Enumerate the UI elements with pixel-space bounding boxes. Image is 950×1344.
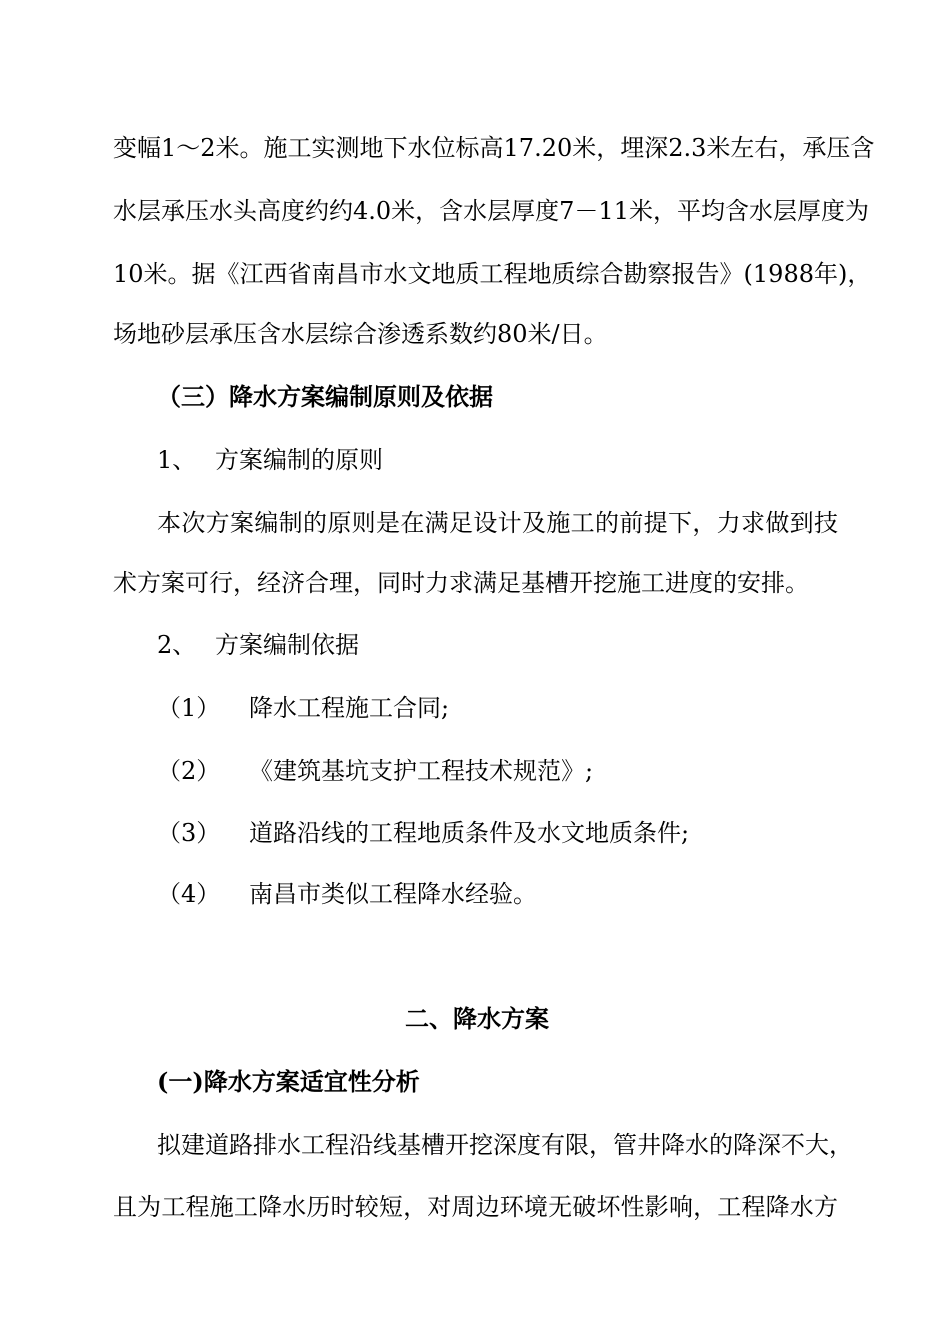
paragraph-3-line-2: 且为工程施工降水历时较短，对周边环境无破坏性影响，工程降水方 (113, 1193, 838, 1221)
basis-item-1-text: 降水工程施工合同; (249, 694, 450, 722)
list-item-1-number: 1、 (157, 446, 197, 474)
basis-item-4-number: （4） (157, 880, 221, 908)
list-item-1-text: 方案编制的原则 (215, 446, 383, 474)
list-item-2-number: 2、 (157, 631, 197, 659)
paragraph-2-line-1: 本次方案编制的原则是在满足设计及施工的前提下，力求做到技 (157, 509, 838, 537)
basis-item-1 (157, 692, 449, 724)
paragraph-1-line-2: 水层承压水头高度约约4.0米，含水层厚度7－11米，平均含水层厚度为 (113, 197, 869, 225)
basis-item-4-text: 南昌市类似工程降水经验。 (249, 880, 537, 908)
basis-item-2 (157, 755, 593, 787)
basis-item-1-number: （1） (157, 694, 221, 722)
chapter-2-heading: 二、降水方案 (405, 1004, 549, 1033)
basis-item-2-number: （2） (157, 757, 221, 785)
section-1-heading: (一)降水方案适宜性分析 (157, 1067, 420, 1096)
paragraph-1-line-1: 变幅1～2米。施工实测地下水位标高17.20米，埋深2.3米左右，承压含 (113, 134, 875, 162)
list-item-2-text: 方案编制依据 (215, 631, 359, 659)
basis-item-3 (157, 817, 689, 849)
paragraph-1-line-4: 场地砂层承压含水层综合渗透系数约80米/日。 (113, 320, 608, 348)
basis-item-3-text: 道路沿线的工程地质条件及水文地质条件; (249, 819, 690, 847)
paragraph-3-line-1: 拟建道路排水工程沿线基槽开挖深度有限，管井降水的降深不大， (157, 1131, 853, 1159)
list-item-2 (157, 629, 359, 661)
basis-item-3-number: （3） (157, 819, 221, 847)
list-item-1 (157, 444, 383, 476)
paragraph-1-line-3: 10米。据《江西省南昌市水文地质工程地质综合勘察报告》(1988年)， (113, 260, 872, 288)
basis-item-4 (157, 878, 537, 910)
basis-item-2-text: 《建筑基坑支护工程技术规范》; (249, 757, 594, 785)
section-3-heading: （三）降水方案编制原则及依据 (157, 382, 493, 411)
paragraph-2-line-2: 术方案可行，经济合理，同时力求满足基槽开挖施工进度的安排。 (113, 569, 809, 597)
